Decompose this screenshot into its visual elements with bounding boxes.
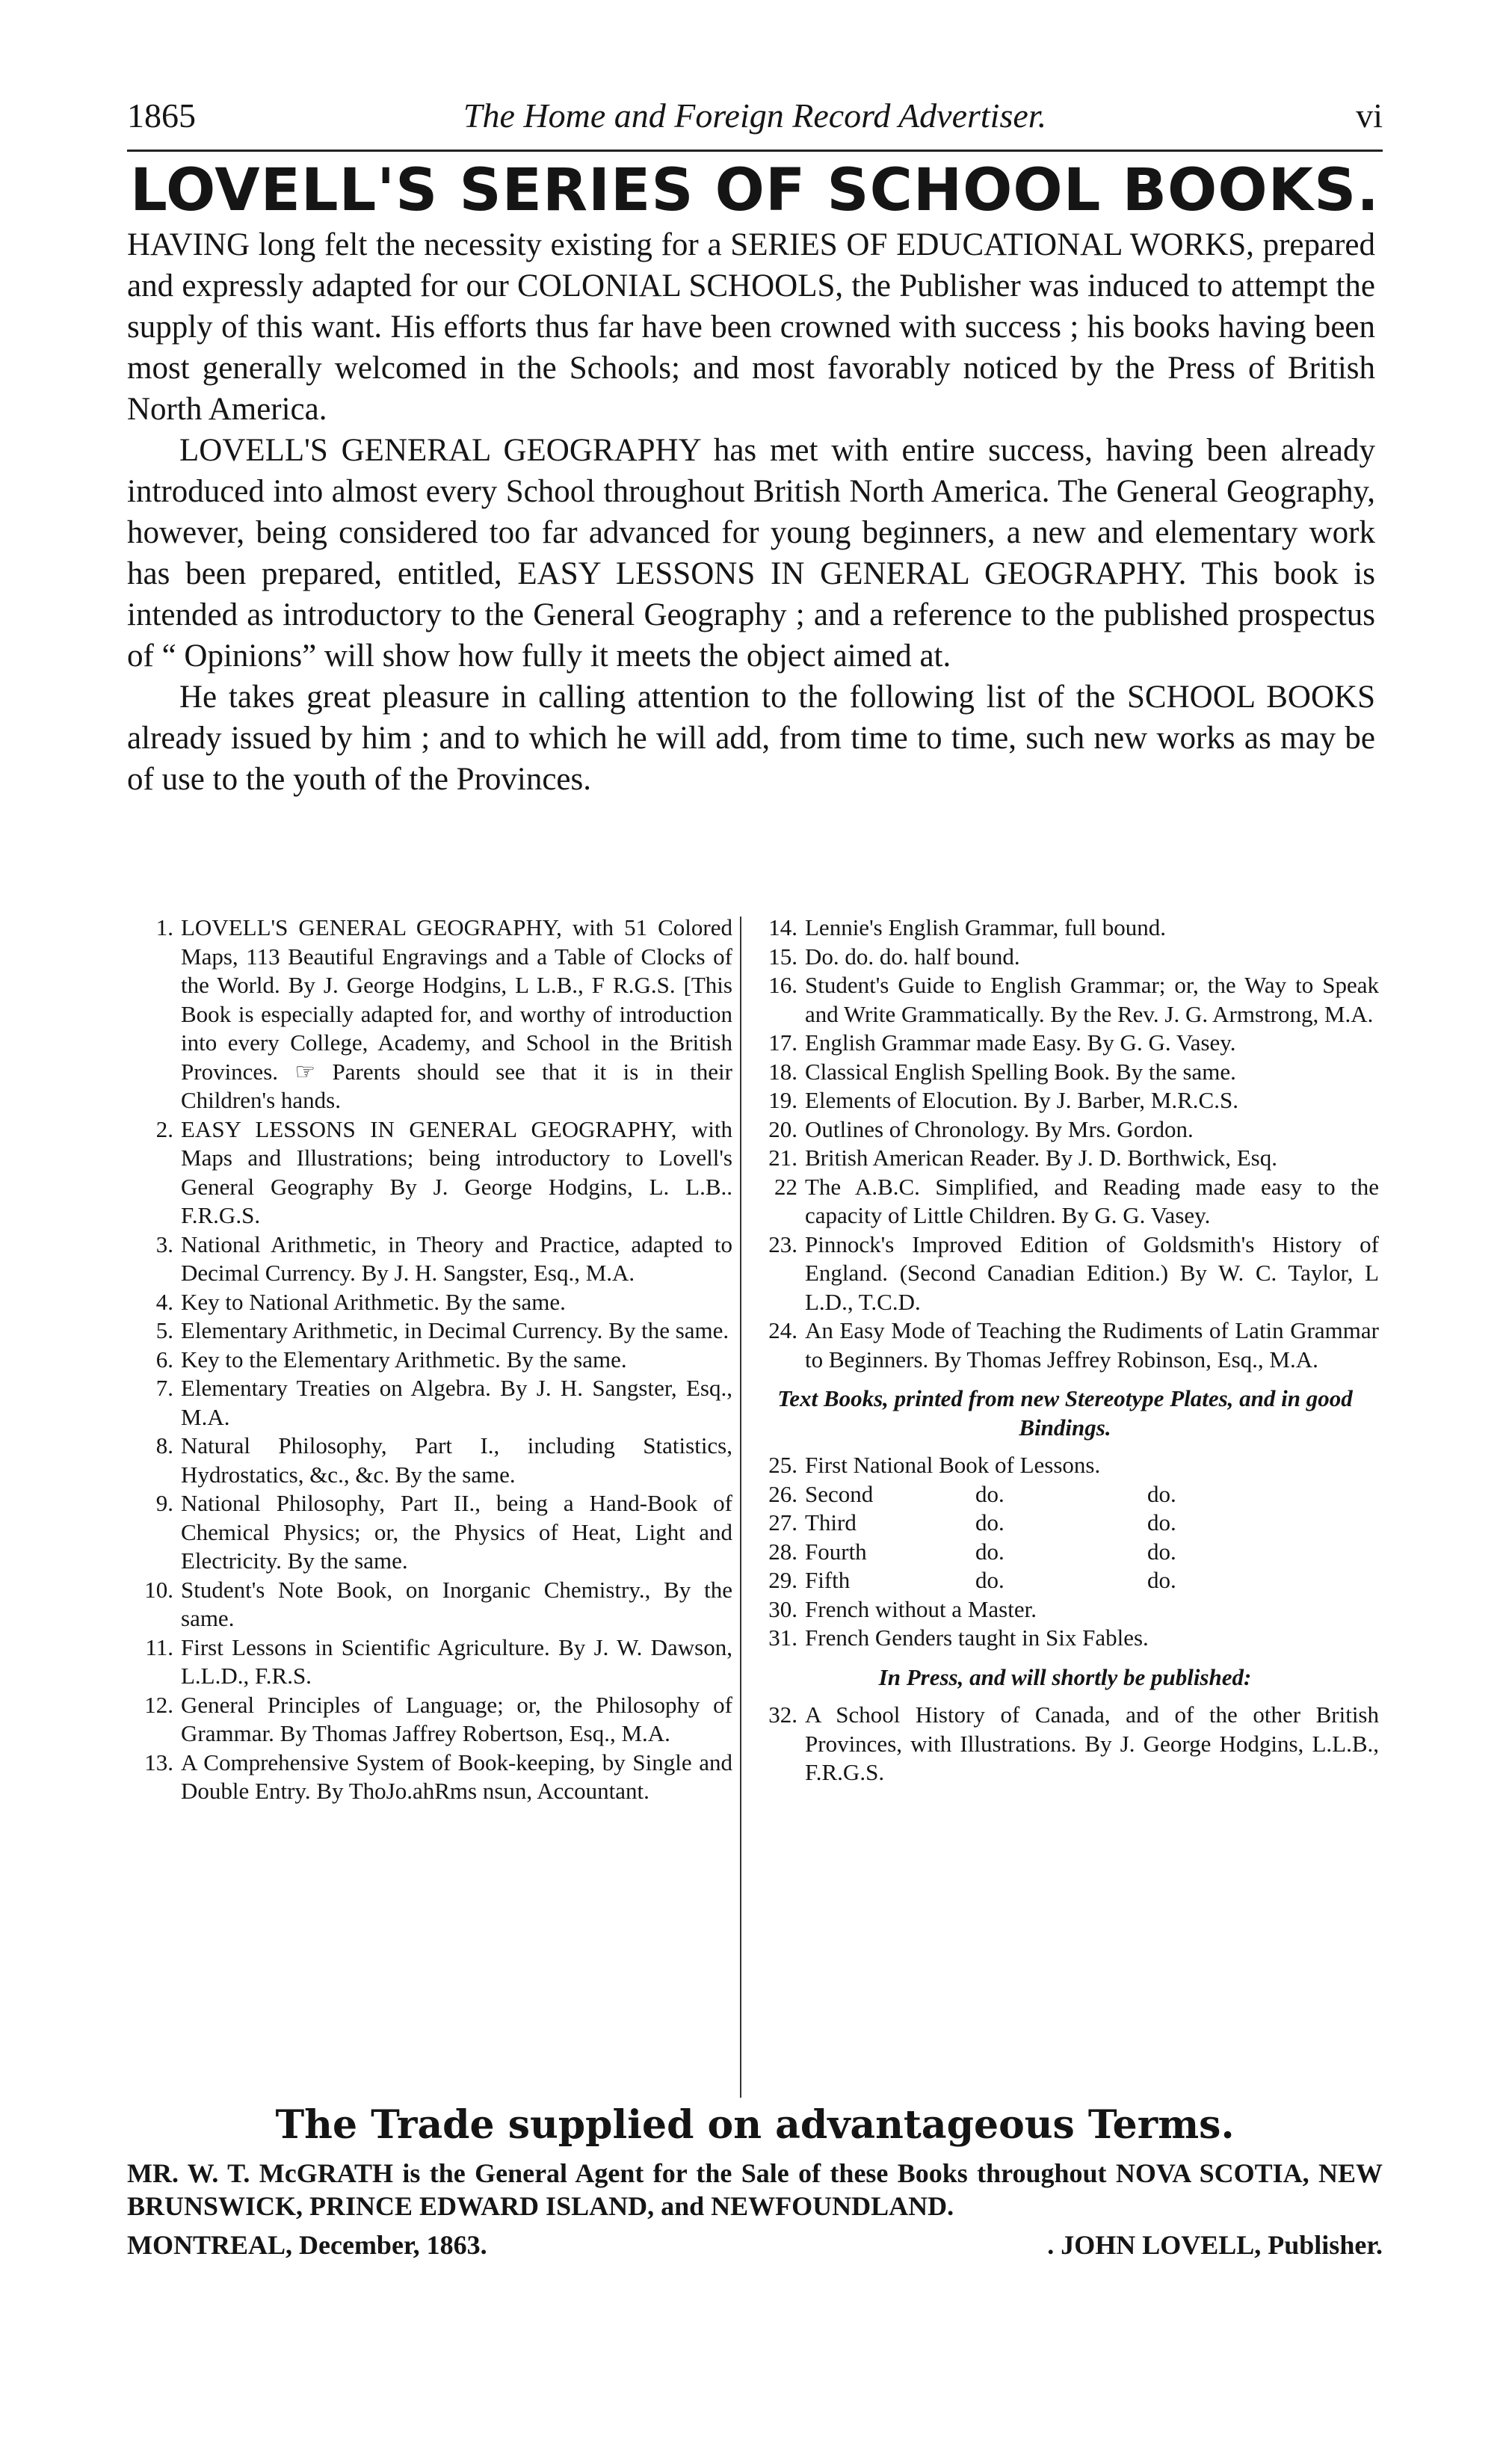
item-number: 17. <box>768 1029 797 1056</box>
item-number: 15. <box>768 943 797 970</box>
item-number: 20. <box>768 1115 797 1142</box>
book-list-item <box>127 1691 732 1749</box>
item-number: 29. <box>768 1567 797 1593</box>
item-number: 16. <box>768 972 797 998</box>
book-list-item <box>751 1316 1379 1374</box>
item-text: General Principles of Language; or, the Philosophy of Grammar. By Thomas Jaffrey Robertson, Esq., M.A. <box>181 1691 732 1746</box>
press-note: In Press, and will shortly be published: <box>878 1663 1252 1690</box>
header-title: The Home and Foreign Record Advertiser. <box>463 96 1047 135</box>
place-date: MONTREAL, December, 1863. <box>127 2230 487 2260</box>
book-list-item <box>751 1086 1379 1115</box>
book-list-item <box>751 1029 1379 1058</box>
item-text: Do. do. do. half bound. <box>805 943 1020 970</box>
item-number: 11. <box>145 1633 173 1660</box>
footer <box>127 2229 1383 2267</box>
book-list-item <box>127 1489 732 1576</box>
book-list-left-column <box>127 914 732 1806</box>
book-list-right-column <box>751 914 1379 1787</box>
column-divider <box>740 917 741 2098</box>
reader-title: Fifth <box>805 1567 851 1593</box>
book-list-item <box>127 1633 732 1691</box>
reader-title: Third <box>805 1509 857 1536</box>
book-list-item <box>751 914 1379 943</box>
item-text: EASY LESSONS IN GENERAL GEOGRAPHY, with Maps and Illustrations; being introductory to Lovell's General Geography By J. George Hodgins, L. L.B.. F.R.G.S. <box>181 1115 732 1228</box>
item-number: 19. <box>768 1087 797 1113</box>
reader-row <box>751 1538 1379 1567</box>
reader-row <box>751 1595 1379 1624</box>
item-number: 13. <box>144 1749 173 1775</box>
readers-list <box>751 1451 1379 1653</box>
reader-row <box>751 1480 1379 1509</box>
item-number: 12. <box>144 1691 173 1718</box>
book-list-item <box>751 971 1379 1029</box>
item-number: 1. <box>155 914 173 940</box>
item-number: 5. <box>155 1317 173 1343</box>
book-list-item <box>127 1346 732 1375</box>
item-text: Pinnock's Improved Edition of Goldsmith's History of England. (Second Canadian Edition.) By W. C. Taylor, L L.D., T.C.D. <box>805 1231 1379 1315</box>
item-text: Elementary Arithmetic, in Decimal Currency. By the same. <box>181 1317 729 1343</box>
item-text: Student's Guide to English Grammar; or, the Way to Speak and Write Grammatically. By the Rev. J. G. Armstrong, M.A. <box>805 972 1379 1027</box>
trade-notice: The Trade supplied on advantageous Terms. <box>275 2102 1235 2148</box>
item-text: Student's Note Book, on Inorganic Chemistry., By the same. <box>181 1576 732 1631</box>
item-number: 3. <box>155 1231 173 1257</box>
item-number: 22 <box>774 1173 797 1200</box>
item-number: 32. <box>768 1701 797 1728</box>
item-number: 24. <box>768 1317 797 1343</box>
book-list-item <box>127 1316 732 1346</box>
item-number: 14. <box>768 914 797 940</box>
intro-text <box>127 224 1375 800</box>
item-number: 23. <box>768 1231 797 1257</box>
book-list-item <box>751 1173 1379 1231</box>
right-items <box>751 914 1379 1374</box>
item-number: 28. <box>768 1538 797 1565</box>
item-number: 31. <box>768 1624 797 1651</box>
book-list-item <box>751 1231 1379 1317</box>
item-text: Elements of Elocution. By J. Barber, M.R.C.S. <box>805 1087 1238 1113</box>
ditto-mark: do. <box>975 1480 1004 1507</box>
reader-title: First National Book of Lessons. <box>805 1452 1101 1478</box>
item-text: National Arithmetic, in Theory and Practice, adapted to Decimal Currency. By J. H. Sangster, Esq., M.A. <box>181 1231 732 1286</box>
item-text: An Easy Mode of Teaching the Rudiments of Latin Grammar to Beginners. By Thomas Jeffrey Robinson, Esq., M.A. <box>805 1317 1379 1373</box>
intro-paragraph-3: He takes great pleasure in calling attention to the following list of the SCHOOL BOOKS already issued by him ; and to which he will add, from time to time, such new works as may be of use to the youth of the Provinces. <box>127 680 1375 797</box>
book-list-item <box>127 1749 732 1806</box>
item-text: LOVELL'S GENERAL GEOGRAPHY, with 51 Colored Maps, 113 Beautiful Engravings and a Table of Clocks of the World. By J. George Hodgins, L L.B., F R.G.S. [This Book is especially adapted for, and worthy of introduction into every College, Academy, and School in the British Provinces. ☞ Parents should see that it is in their Children's hands. <box>181 914 732 1113</box>
item-number: 25. <box>768 1452 797 1478</box>
reader-row <box>751 1566 1379 1595</box>
book-list-item <box>751 1144 1379 1173</box>
book-list-item <box>127 1576 732 1633</box>
page-header <box>127 91 1383 144</box>
ditto-mark: do. <box>1147 1538 1176 1565</box>
item-text: A Comprehensive System of Book-keeping, by Single and Double Entry. By ThoJo.ahRms nsun, Accountant. <box>181 1749 732 1804</box>
reader-title: French without a Master. <box>805 1595 1037 1622</box>
book-list-item <box>127 1115 732 1231</box>
item-text: First Lessons in Scientific Agriculture. By J. W. Dawson, L.L.D., F.R.S. <box>181 1633 732 1689</box>
item-text: The A.B.C. Simplified, and Reading made easy to the capacity of Little Children. By G. G. Vasey. <box>805 1173 1379 1228</box>
item-text: Natural Philosophy, Part I., including Statistics, Hydrostatics, &c., &c. By the same. <box>181 1432 732 1488</box>
agent-notice: MR. W. T. McGRATH is the General Agent for the Sale of these Books throughout NOVA SCOTIA, NEW BRUNSWICK, PRINCE EDWARD ISLAND, and NEWFOUNDLAND. <box>127 2158 1383 2221</box>
item-number: 8. <box>155 1432 173 1459</box>
reader-title: Second <box>805 1480 874 1507</box>
item-number: 27. <box>768 1509 797 1536</box>
item-number: 6. <box>155 1346 173 1373</box>
item-number: 30. <box>768 1595 797 1622</box>
ditto-mark: do. <box>975 1567 1004 1593</box>
book-list-item <box>127 1374 732 1432</box>
header-page-number: vi <box>1356 96 1383 135</box>
item-text: Outlines of Chronology. By Mrs. Gordon. <box>805 1115 1194 1142</box>
reader-title: Fourth <box>805 1538 867 1565</box>
book-list-item <box>127 914 732 1115</box>
item-number: 26. <box>768 1480 797 1507</box>
item-number: 10. <box>144 1576 173 1603</box>
advertisement-headline: LOVELL'S SERIES OF SCHOOL BOOKS. <box>130 157 1380 224</box>
book-list-item <box>127 1288 732 1317</box>
reader-row <box>751 1509 1379 1538</box>
reader-title: French Genders taught in Six Fables. <box>805 1624 1149 1651</box>
reader-row <box>751 1451 1379 1480</box>
item-text: British American Reader. By J. D. Borthwick, Esq. <box>805 1145 1277 1171</box>
item-number: 9. <box>155 1490 173 1516</box>
item-number: 21. <box>768 1145 797 1171</box>
item-text: English Grammar made Easy. By G. G. Vasey. <box>805 1029 1236 1056</box>
book-list-item <box>127 1432 732 1489</box>
item-number: 4. <box>155 1288 173 1315</box>
item-text: Elementary Treaties on Algebra. By J. H. Sangster, Esq., M.A. <box>181 1375 732 1430</box>
ditto-mark: do. <box>1147 1567 1176 1593</box>
header-year: 1865 <box>127 96 196 135</box>
item-number: 2. <box>155 1115 173 1142</box>
ditto-mark: do. <box>975 1538 1004 1565</box>
item-number: 7. <box>155 1375 173 1401</box>
reader-row <box>751 1624 1379 1653</box>
book-list-item <box>751 1115 1379 1145</box>
item-number: 18. <box>768 1058 797 1085</box>
press-item <box>751 1701 1379 1787</box>
book-list-item <box>751 1058 1379 1087</box>
item-text: A School History of Canada, and of the other British Provinces, with Illustrations. By J. George Hodgins, L.L.B., F.R.G.S. <box>805 1701 1379 1785</box>
intro-paragraph-1: HAVING long felt the necessity existing for a SERIES OF EDUCATIONAL WORKS, prepared and expressly adapted for our COLONIAL SCHOOLS, the Publisher was induced to attempt the supply of this want. His efforts thus far have been crowned with success ; his books having been most generally welcomed in the Schools; and most favorably noticed by the Press of British North America. <box>127 227 1375 427</box>
ditto-mark: do. <box>1147 1480 1176 1507</box>
intro-paragraph-2: LOVELL'S GENERAL GEOGRAPHY has met with entire success, having been already introduced into almost every School throughout British North America. The General Geography, however, being considered too far advanced for young beginners, a new and elementary work has been prepared, entitled, EASY LESSONS IN GENERAL GEOGRAPHY. This book is intended as introductory to the General Geography ; and a reference to the published prospectus of “ Opinions” will show how fully it meets the object aimed at. <box>127 433 1375 674</box>
header-rule <box>127 150 1383 152</box>
item-text: Key to the Elementary Arithmetic. By the same. <box>181 1346 627 1373</box>
text-books-note: Text Books, printed from new Stereotype Plates, and in good Bindings. <box>777 1385 1353 1441</box>
ditto-mark: do. <box>975 1509 1004 1536</box>
book-list-item <box>127 1231 732 1288</box>
publisher-signature: . JOHN LOVELL, Publisher. <box>1047 2230 1383 2260</box>
book-list-item <box>751 943 1379 972</box>
item-text: Lennie's English Grammar, full bound. <box>805 914 1167 940</box>
item-text: Classical English Spelling Book. By the same. <box>805 1058 1236 1085</box>
item-text: National Philosophy, Part II., being a Hand-Book of Chemical Physics; or, the Physics of Heat, Light and Electricity. By the same. <box>181 1490 732 1574</box>
item-text: Key to National Arithmetic. By the same. <box>181 1288 566 1315</box>
ditto-mark: do. <box>1147 1509 1176 1536</box>
